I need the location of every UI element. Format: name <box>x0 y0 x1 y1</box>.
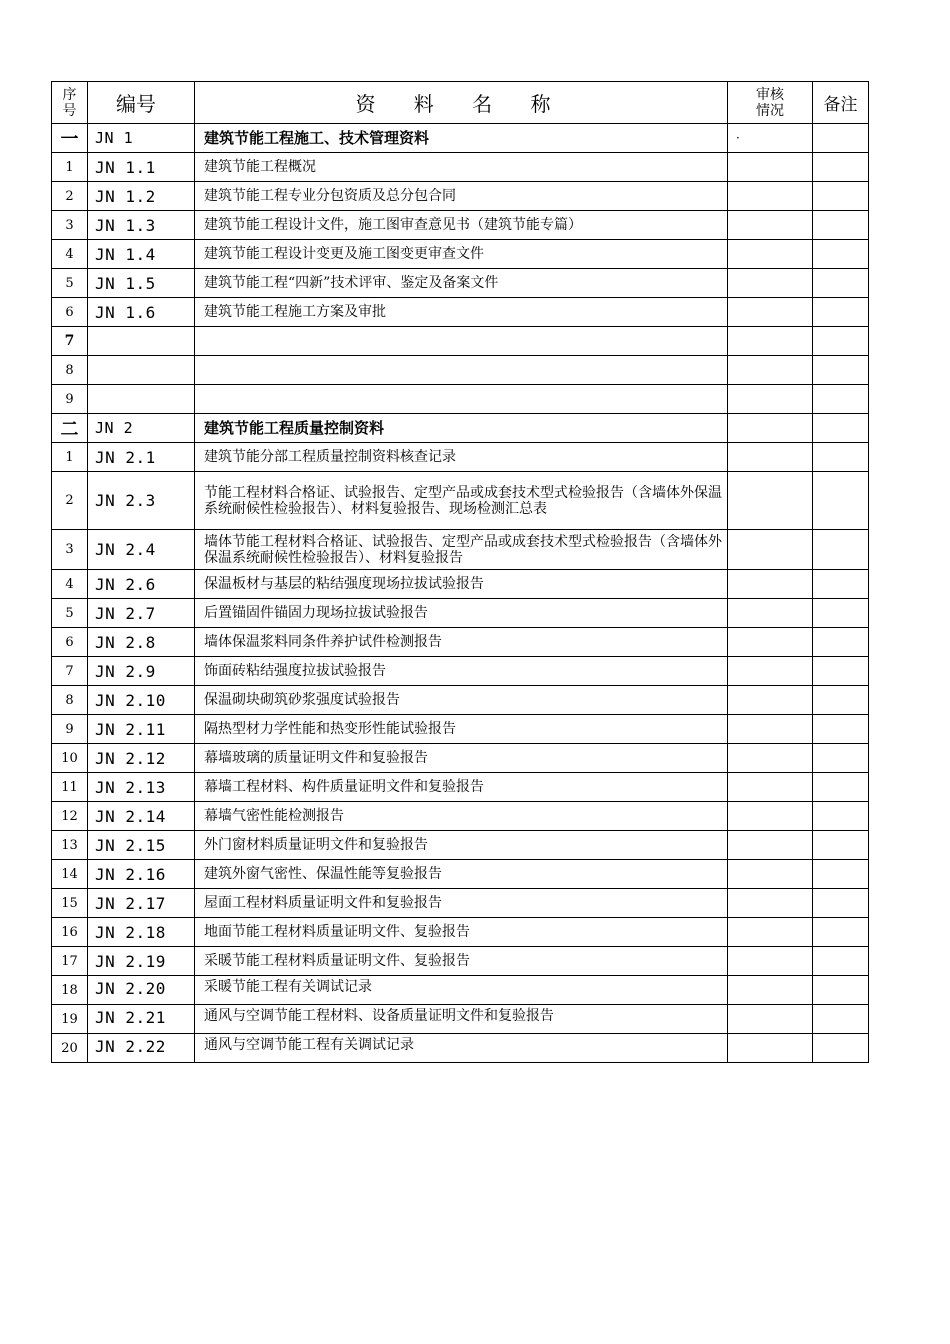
table-body <box>52 124 869 1063</box>
row-name: 幕墙工程材料、构件质量证明文件和复验报告 <box>195 773 728 802</box>
row-review <box>728 1005 813 1034</box>
row-seq: 9 <box>52 715 88 744</box>
table-row <box>52 327 869 356</box>
row-name: 墙体保温浆料同条件养护试件检测报告 <box>195 628 728 657</box>
row-code: JN 1.3 <box>88 211 195 240</box>
row-name: 地面节能工程材料质量证明文件、复验报告 <box>195 918 728 947</box>
row-note <box>813 628 869 657</box>
row-name: 建筑节能工程质量控制资料 <box>195 414 728 443</box>
row-name: 屋面工程材料质量证明文件和复验报告 <box>195 889 728 918</box>
row-seq: 1 <box>52 153 88 182</box>
row-note <box>813 744 869 773</box>
row-name: 节能工程材料合格证、试验报告、定型产品或成套技术型式检验报告（含墙体外保温系统耐候性检验报告）、材料复验报告、现场检测汇总表 <box>195 472 728 530</box>
row-name: 后置锚固件锚固力现场拉拔试验报告 <box>195 599 728 628</box>
row-name: 建筑节能工程“四新”技术评审、鉴定及备案文件 <box>195 269 728 298</box>
row-code: JN 2.11 <box>88 715 195 744</box>
row-code <box>88 385 195 414</box>
table-row <box>52 802 869 831</box>
row-code: JN 1 <box>88 124 195 153</box>
row-seq: 13 <box>52 831 88 860</box>
row-note <box>813 385 869 414</box>
row-name: 外门窗材料质量证明文件和复验报告 <box>195 831 728 860</box>
row-review <box>728 570 813 599</box>
row-code <box>88 356 195 385</box>
row-code: JN 2.10 <box>88 686 195 715</box>
row-review <box>728 860 813 889</box>
row-note <box>813 414 869 443</box>
row-seq: 7 <box>52 327 88 356</box>
row-seq: 11 <box>52 773 88 802</box>
row-review <box>728 356 813 385</box>
row-code: JN 2.7 <box>88 599 195 628</box>
row-note <box>813 1034 869 1063</box>
row-name: 采暖节能工程材料质量证明文件、复验报告 <box>195 947 728 976</box>
row-note <box>813 918 869 947</box>
row-name: 幕墙玻璃的质量证明文件和复验报告 <box>195 744 728 773</box>
row-review <box>728 773 813 802</box>
table-row <box>52 356 869 385</box>
row-review <box>728 599 813 628</box>
row-name: 饰面砖粘结强度拉拔试验报告 <box>195 657 728 686</box>
table-row <box>52 530 869 570</box>
row-note <box>813 240 869 269</box>
table-row <box>52 269 869 298</box>
row-name: 保温板材与基层的粘结强度现场拉拔试验报告 <box>195 570 728 599</box>
row-review <box>728 472 813 530</box>
header-row <box>52 82 869 124</box>
row-seq: 2 <box>52 472 88 530</box>
row-review <box>728 443 813 472</box>
row-note <box>813 472 869 530</box>
header-seq-line2: 号 <box>62 102 77 119</box>
table-row <box>52 472 869 530</box>
row-name: 采暖节能工程有关调试记录 <box>195 976 728 1005</box>
row-note <box>813 599 869 628</box>
row-code: JN 1.6 <box>88 298 195 327</box>
row-code: JN 2.3 <box>88 472 195 530</box>
row-note <box>813 153 869 182</box>
row-review <box>728 240 813 269</box>
table-row <box>52 153 869 182</box>
header-code: 编号 <box>88 82 195 124</box>
row-seq: 二 <box>52 414 88 443</box>
row-review <box>728 744 813 773</box>
row-review <box>728 802 813 831</box>
row-name: 建筑节能工程施工、技术管理资料 <box>195 124 728 153</box>
row-code: JN 2.12 <box>88 744 195 773</box>
row-review <box>728 628 813 657</box>
table-row <box>52 211 869 240</box>
row-code: JN 2.21 <box>88 1005 195 1034</box>
table-row <box>52 686 869 715</box>
row-note <box>813 269 869 298</box>
table-row <box>52 1005 869 1034</box>
row-seq: 7 <box>52 657 88 686</box>
row-review <box>728 153 813 182</box>
row-note <box>813 356 869 385</box>
table-row <box>52 831 869 860</box>
table-row <box>52 599 869 628</box>
row-code: JN 2.13 <box>88 773 195 802</box>
row-seq: 8 <box>52 356 88 385</box>
row-name: 幕墙气密性能检测报告 <box>195 802 728 831</box>
row-code: JN 2.14 <box>88 802 195 831</box>
row-name: 通风与空调节能工程有关调试记录 <box>195 1034 728 1063</box>
row-review <box>728 530 813 570</box>
row-seq: 2 <box>52 182 88 211</box>
row-code: JN 2.8 <box>88 628 195 657</box>
row-seq: 19 <box>52 1005 88 1034</box>
row-seq: 20 <box>52 1034 88 1063</box>
table-row <box>52 443 869 472</box>
row-note <box>813 715 869 744</box>
row-code: JN 2.19 <box>88 947 195 976</box>
row-seq: 16 <box>52 918 88 947</box>
row-note <box>813 124 869 153</box>
row-code: JN 2.1 <box>88 443 195 472</box>
row-name <box>195 356 728 385</box>
row-seq: 1 <box>52 443 88 472</box>
header-seq <box>52 82 88 124</box>
row-note <box>813 211 869 240</box>
row-code: JN 2.15 <box>88 831 195 860</box>
table-row <box>52 657 869 686</box>
row-seq: 10 <box>52 744 88 773</box>
row-name: 建筑节能工程施工方案及审批 <box>195 298 728 327</box>
row-code: JN 2.17 <box>88 889 195 918</box>
row-name <box>195 385 728 414</box>
row-seq: 8 <box>52 686 88 715</box>
row-review <box>728 947 813 976</box>
row-review <box>728 211 813 240</box>
header-review-line1: 审核 <box>756 86 784 103</box>
row-code: JN 2.9 <box>88 657 195 686</box>
row-note <box>813 530 869 570</box>
row-code: JN 1.1 <box>88 153 195 182</box>
row-note <box>813 182 869 211</box>
row-note <box>813 802 869 831</box>
row-note <box>813 298 869 327</box>
row-review <box>728 976 813 1005</box>
row-name: 建筑节能工程概况 <box>195 153 728 182</box>
table-row <box>52 889 869 918</box>
row-code: JN 1.4 <box>88 240 195 269</box>
row-seq: 3 <box>52 211 88 240</box>
row-review <box>728 1034 813 1063</box>
row-note <box>813 657 869 686</box>
header-review <box>728 82 813 124</box>
row-name: 保温砌块砌筑砂浆强度试验报告 <box>195 686 728 715</box>
table-row <box>52 570 869 599</box>
row-name: 墙体节能工程材料合格证、试验报告、定型产品或成套技术型式检验报告（含墙体外保温系统耐候性检验报告）、材料复验报告 <box>195 530 728 570</box>
row-review <box>728 269 813 298</box>
row-review <box>728 298 813 327</box>
row-review <box>728 327 813 356</box>
section-row <box>52 414 869 443</box>
row-name: 建筑节能工程设计变更及施工图变更审查文件 <box>195 240 728 269</box>
row-seq: 5 <box>52 269 88 298</box>
row-seq: 12 <box>52 802 88 831</box>
row-review <box>728 414 813 443</box>
row-note <box>813 773 869 802</box>
table-row <box>52 1034 869 1063</box>
table-row <box>52 976 869 1005</box>
row-code: JN 2.4 <box>88 530 195 570</box>
row-seq: 一 <box>52 124 88 153</box>
row-seq: 9 <box>52 385 88 414</box>
row-code: JN 2.22 <box>88 1034 195 1063</box>
table-row <box>52 182 869 211</box>
row-seq: 6 <box>52 298 88 327</box>
row-seq: 5 <box>52 599 88 628</box>
row-name: 建筑节能分部工程质量控制资料核查记录 <box>195 443 728 472</box>
header-name: 资 料 名 称 <box>195 82 728 124</box>
table-row <box>52 628 869 657</box>
document-table <box>51 81 869 1063</box>
row-review <box>728 686 813 715</box>
row-note <box>813 443 869 472</box>
row-review <box>728 889 813 918</box>
row-name: 建筑节能工程设计文件，施工图审查意见书（建筑节能专篇） <box>195 211 728 240</box>
table-row <box>52 918 869 947</box>
row-name: 通风与空调节能工程材料、设备质量证明文件和复验报告 <box>195 1005 728 1034</box>
row-code: JN 2.16 <box>88 860 195 889</box>
table-row <box>52 715 869 744</box>
row-review <box>728 715 813 744</box>
table-row <box>52 773 869 802</box>
row-note <box>813 947 869 976</box>
section-row <box>52 124 869 153</box>
row-note <box>813 570 869 599</box>
row-review: · <box>728 124 813 153</box>
header-review-line2: 情况 <box>756 102 784 119</box>
row-note <box>813 831 869 860</box>
row-seq: 6 <box>52 628 88 657</box>
row-seq: 15 <box>52 889 88 918</box>
row-seq: 17 <box>52 947 88 976</box>
row-seq: 3 <box>52 530 88 570</box>
row-note <box>813 1005 869 1034</box>
row-seq: 14 <box>52 860 88 889</box>
row-note <box>813 860 869 889</box>
table-row <box>52 240 869 269</box>
row-note <box>813 327 869 356</box>
table-row <box>52 744 869 773</box>
row-code <box>88 327 195 356</box>
row-code: JN 2 <box>88 414 195 443</box>
header-note: 备注 <box>813 82 869 124</box>
table-row <box>52 385 869 414</box>
row-review <box>728 657 813 686</box>
row-review <box>728 831 813 860</box>
row-seq: 18 <box>52 976 88 1005</box>
row-seq: 4 <box>52 570 88 599</box>
row-code: JN 1.2 <box>88 182 195 211</box>
row-code: JN 2.6 <box>88 570 195 599</box>
table-row <box>52 860 869 889</box>
row-code: JN 2.20 <box>88 976 195 1005</box>
row-review <box>728 918 813 947</box>
row-seq: 4 <box>52 240 88 269</box>
table-row <box>52 947 869 976</box>
row-note <box>813 976 869 1005</box>
header-seq-line1: 序 <box>62 86 77 103</box>
table-row <box>52 298 869 327</box>
row-review <box>728 385 813 414</box>
row-name: 建筑节能工程专业分包资质及总分包合同 <box>195 182 728 211</box>
row-name <box>195 327 728 356</box>
row-code: JN 2.18 <box>88 918 195 947</box>
row-note <box>813 686 869 715</box>
row-note <box>813 889 869 918</box>
row-review <box>728 182 813 211</box>
row-name: 隔热型材力学性能和热变形性能试验报告 <box>195 715 728 744</box>
row-name: 建筑外窗气密性、保温性能等复验报告 <box>195 860 728 889</box>
row-code: JN 1.5 <box>88 269 195 298</box>
